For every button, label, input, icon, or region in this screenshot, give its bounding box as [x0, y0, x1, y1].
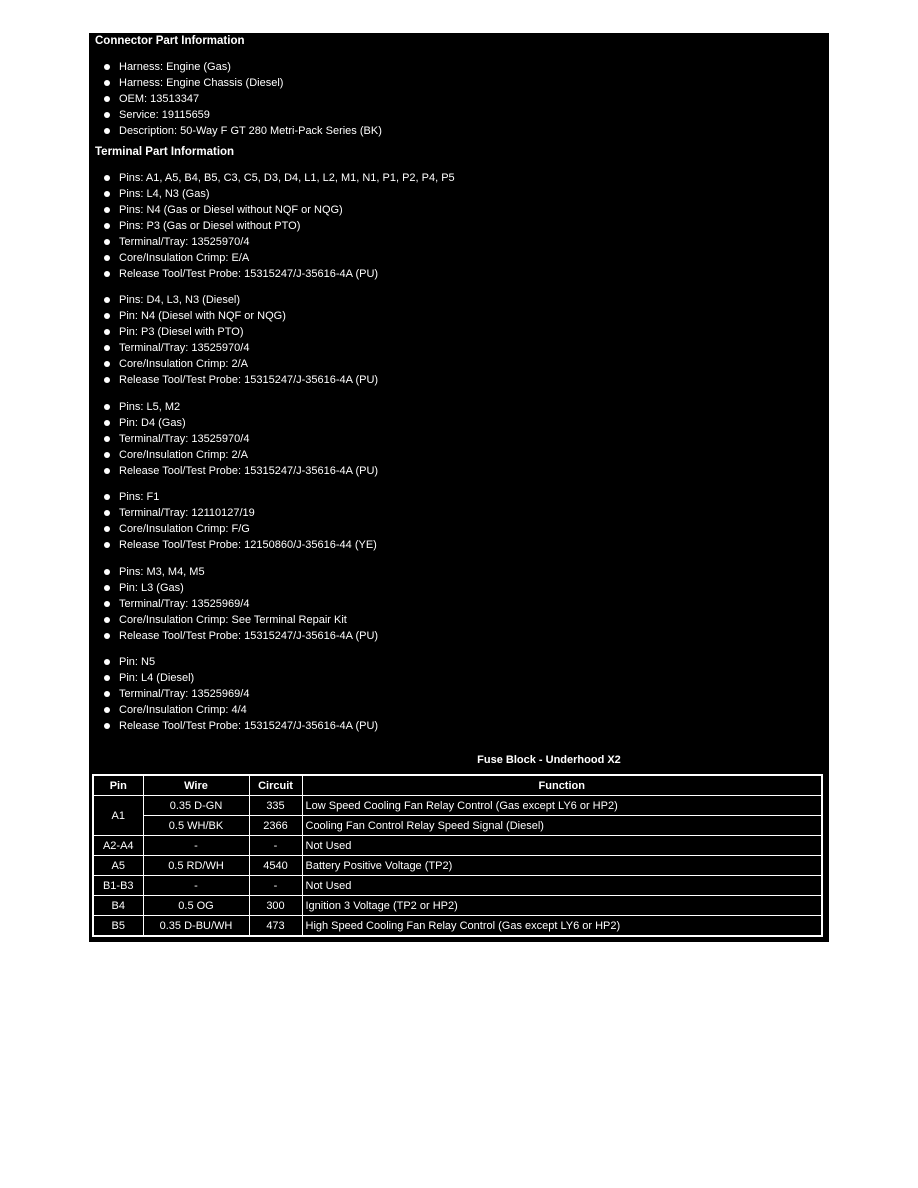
column-header-pin: Pin [93, 775, 143, 796]
list-item: Harness: Engine Chassis (Diesel) [89, 75, 382, 91]
terminal-group-5 [89, 564, 378, 644]
circuit-cell: - [249, 876, 302, 896]
terminal-group-6 [89, 654, 378, 734]
document-panel [89, 33, 829, 942]
list-item: OEM: 13513347 [89, 91, 382, 107]
list-item: Release Tool/Test Probe: 15315247/J-35616-4A (PU) [89, 718, 378, 734]
list-item: Pins: N4 (Gas or Diesel without NQF or NQG) [89, 202, 455, 218]
bullet-icon [104, 542, 110, 548]
circuit-cell: 300 [249, 896, 302, 916]
bullet-icon [104, 707, 110, 713]
bullet-icon [104, 404, 110, 410]
bullet-icon [104, 128, 110, 134]
list-item: Core/Insulation Crimp: 2/A [89, 356, 378, 372]
terminal-group-1 [89, 170, 455, 282]
circuit-cell: 2366 [249, 816, 302, 836]
connector-list [89, 59, 382, 139]
list-item: Pin: L3 (Gas) [89, 580, 378, 596]
wire-cell: 0.5 OG [143, 896, 249, 916]
table-row [93, 876, 822, 896]
bullet-icon [104, 80, 110, 86]
terminal-group-4 [89, 489, 377, 553]
table-row [93, 796, 822, 816]
list-item: Pins: P3 (Gas or Diesel without PTO) [89, 218, 455, 234]
bullet-icon [104, 191, 110, 197]
wire-cell: 0.5 RD/WH [143, 856, 249, 876]
list-item: Pins: L5, M2 [89, 399, 378, 415]
function-cell: Low Speed Cooling Fan Relay Control (Gas except LY6 or HP2) [302, 796, 822, 816]
wire-cell: - [143, 876, 249, 896]
bullet-icon [104, 494, 110, 500]
list-item: Pins: M3, M4, M5 [89, 564, 378, 580]
wire-cell: 0.35 D-GN [143, 796, 249, 816]
list-item: Core/Insulation Crimp: 4/4 [89, 702, 378, 718]
function-cell: High Speed Cooling Fan Relay Control (Gas except LY6 or HP2) [302, 916, 822, 937]
circuit-cell: 335 [249, 796, 302, 816]
bullet-icon [104, 617, 110, 623]
bullet-icon [104, 297, 110, 303]
circuit-cell: - [249, 836, 302, 856]
list-item: Release Tool/Test Probe: 15315247/J-35616-4A (PU) [89, 266, 455, 282]
list-item: Pin: N4 (Diesel with NQF or NQG) [89, 308, 378, 324]
wire-cell: 0.5 WH/BK [143, 816, 249, 836]
bullet-icon [104, 223, 110, 229]
table-row [93, 916, 822, 937]
list-item: Release Tool/Test Probe: 12150860/J-35616-44 (YE) [89, 537, 377, 553]
bullet-icon [104, 313, 110, 319]
table-row [93, 836, 822, 856]
bullet-icon [104, 377, 110, 383]
list-item: Pins: F1 [89, 489, 377, 505]
bullet-icon [104, 361, 110, 367]
bullet-icon [104, 510, 110, 516]
terminal-heading: Terminal Part Information [95, 146, 235, 158]
terminal-group-2 [89, 292, 378, 388]
bullet-icon [104, 271, 110, 277]
function-cell: Battery Positive Voltage (TP2) [302, 856, 822, 876]
bullet-icon [104, 345, 110, 351]
list-item: Terminal/Tray: 13525970/4 [89, 340, 378, 356]
pin-cell: A2-A4 [93, 836, 143, 856]
pin-cell: B1-B3 [93, 876, 143, 896]
connector-heading: Connector Part Information [95, 35, 245, 47]
bullet-icon [104, 633, 110, 639]
pin-cell: B5 [93, 916, 143, 937]
bullet-icon [104, 659, 110, 665]
list-item: Terminal/Tray: 12110127/19 [89, 505, 377, 521]
bullet-icon [104, 207, 110, 213]
bullet-icon [104, 691, 110, 697]
list-item: Terminal/Tray: 13525970/4 [89, 431, 378, 447]
list-item: Description: 50-Way F GT 280 Metri-Pack Series (BK) [89, 123, 382, 139]
list-item: Core/Insulation Crimp: See Terminal Repair Kit [89, 612, 378, 628]
wire-cell: 0.35 D-BU/WH [143, 916, 249, 937]
list-item: Core/Insulation Crimp: 2/A [89, 447, 378, 463]
list-item: Terminal/Tray: 13525970/4 [89, 234, 455, 250]
bullet-icon [104, 601, 110, 607]
bullet-icon [104, 420, 110, 426]
list-item: Pins: A1, A5, B4, B5, C3, C5, D3, D4, L1, L2, M1, N1, P1, P2, P4, P5 [89, 170, 455, 186]
bullet-icon [104, 526, 110, 532]
fuse-block-table [92, 774, 823, 937]
bullet-icon [104, 255, 110, 261]
table-header-row [93, 775, 822, 796]
bullet-icon [104, 175, 110, 181]
list-item: Terminal/Tray: 13525969/4 [89, 686, 378, 702]
list-item: Pin: D4 (Gas) [89, 415, 378, 431]
list-item: Terminal/Tray: 13525969/4 [89, 596, 378, 612]
bullet-icon [104, 96, 110, 102]
list-item: Pins: L4, N3 (Gas) [89, 186, 455, 202]
column-header-circuit: Circuit [249, 775, 302, 796]
bullet-icon [104, 436, 110, 442]
function-cell: Not Used [302, 836, 822, 856]
bullet-icon [104, 468, 110, 474]
table-row [93, 816, 822, 836]
list-item: Pin: N5 [89, 654, 378, 670]
pin-cell: A5 [93, 856, 143, 876]
list-item: Pin: P3 (Diesel with PTO) [89, 324, 378, 340]
list-item: Core/Insulation Crimp: F/G [89, 521, 377, 537]
table-row [93, 856, 822, 876]
wire-cell: - [143, 836, 249, 856]
bullet-icon [104, 112, 110, 118]
bullet-icon [104, 675, 110, 681]
bullet-icon [104, 329, 110, 335]
column-header-wire: Wire [143, 775, 249, 796]
pin-cell: A1 [93, 796, 143, 836]
list-item: Harness: Engine (Gas) [89, 59, 382, 75]
bullet-icon [104, 569, 110, 575]
list-item: Core/Insulation Crimp: E/A [89, 250, 455, 266]
list-item: Release Tool/Test Probe: 15315247/J-35616-4A (PU) [89, 463, 378, 479]
column-header-function: Function [302, 775, 822, 796]
list-item: Service: 19115659 [89, 107, 382, 123]
bullet-icon [104, 239, 110, 245]
list-item: Pin: L4 (Diesel) [89, 670, 378, 686]
circuit-cell: 473 [249, 916, 302, 937]
bullet-icon [104, 452, 110, 458]
table-row [93, 896, 822, 916]
function-cell: Not Used [302, 876, 822, 896]
pin-cell: B4 [93, 896, 143, 916]
list-item: Release Tool/Test Probe: 15315247/J-35616-4A (PU) [89, 628, 378, 644]
bullet-icon [104, 64, 110, 70]
table-title: Fuse Block - Underhood X2 [477, 754, 621, 766]
bullet-icon [104, 723, 110, 729]
terminal-group-3 [89, 399, 378, 479]
circuit-cell: 4540 [249, 856, 302, 876]
function-cell: Cooling Fan Control Relay Speed Signal (Diesel) [302, 816, 822, 836]
bullet-icon [104, 585, 110, 591]
list-item: Release Tool/Test Probe: 15315247/J-35616-4A (PU) [89, 372, 378, 388]
list-item: Pins: D4, L3, N3 (Diesel) [89, 292, 378, 308]
function-cell: Ignition 3 Voltage (TP2 or HP2) [302, 896, 822, 916]
